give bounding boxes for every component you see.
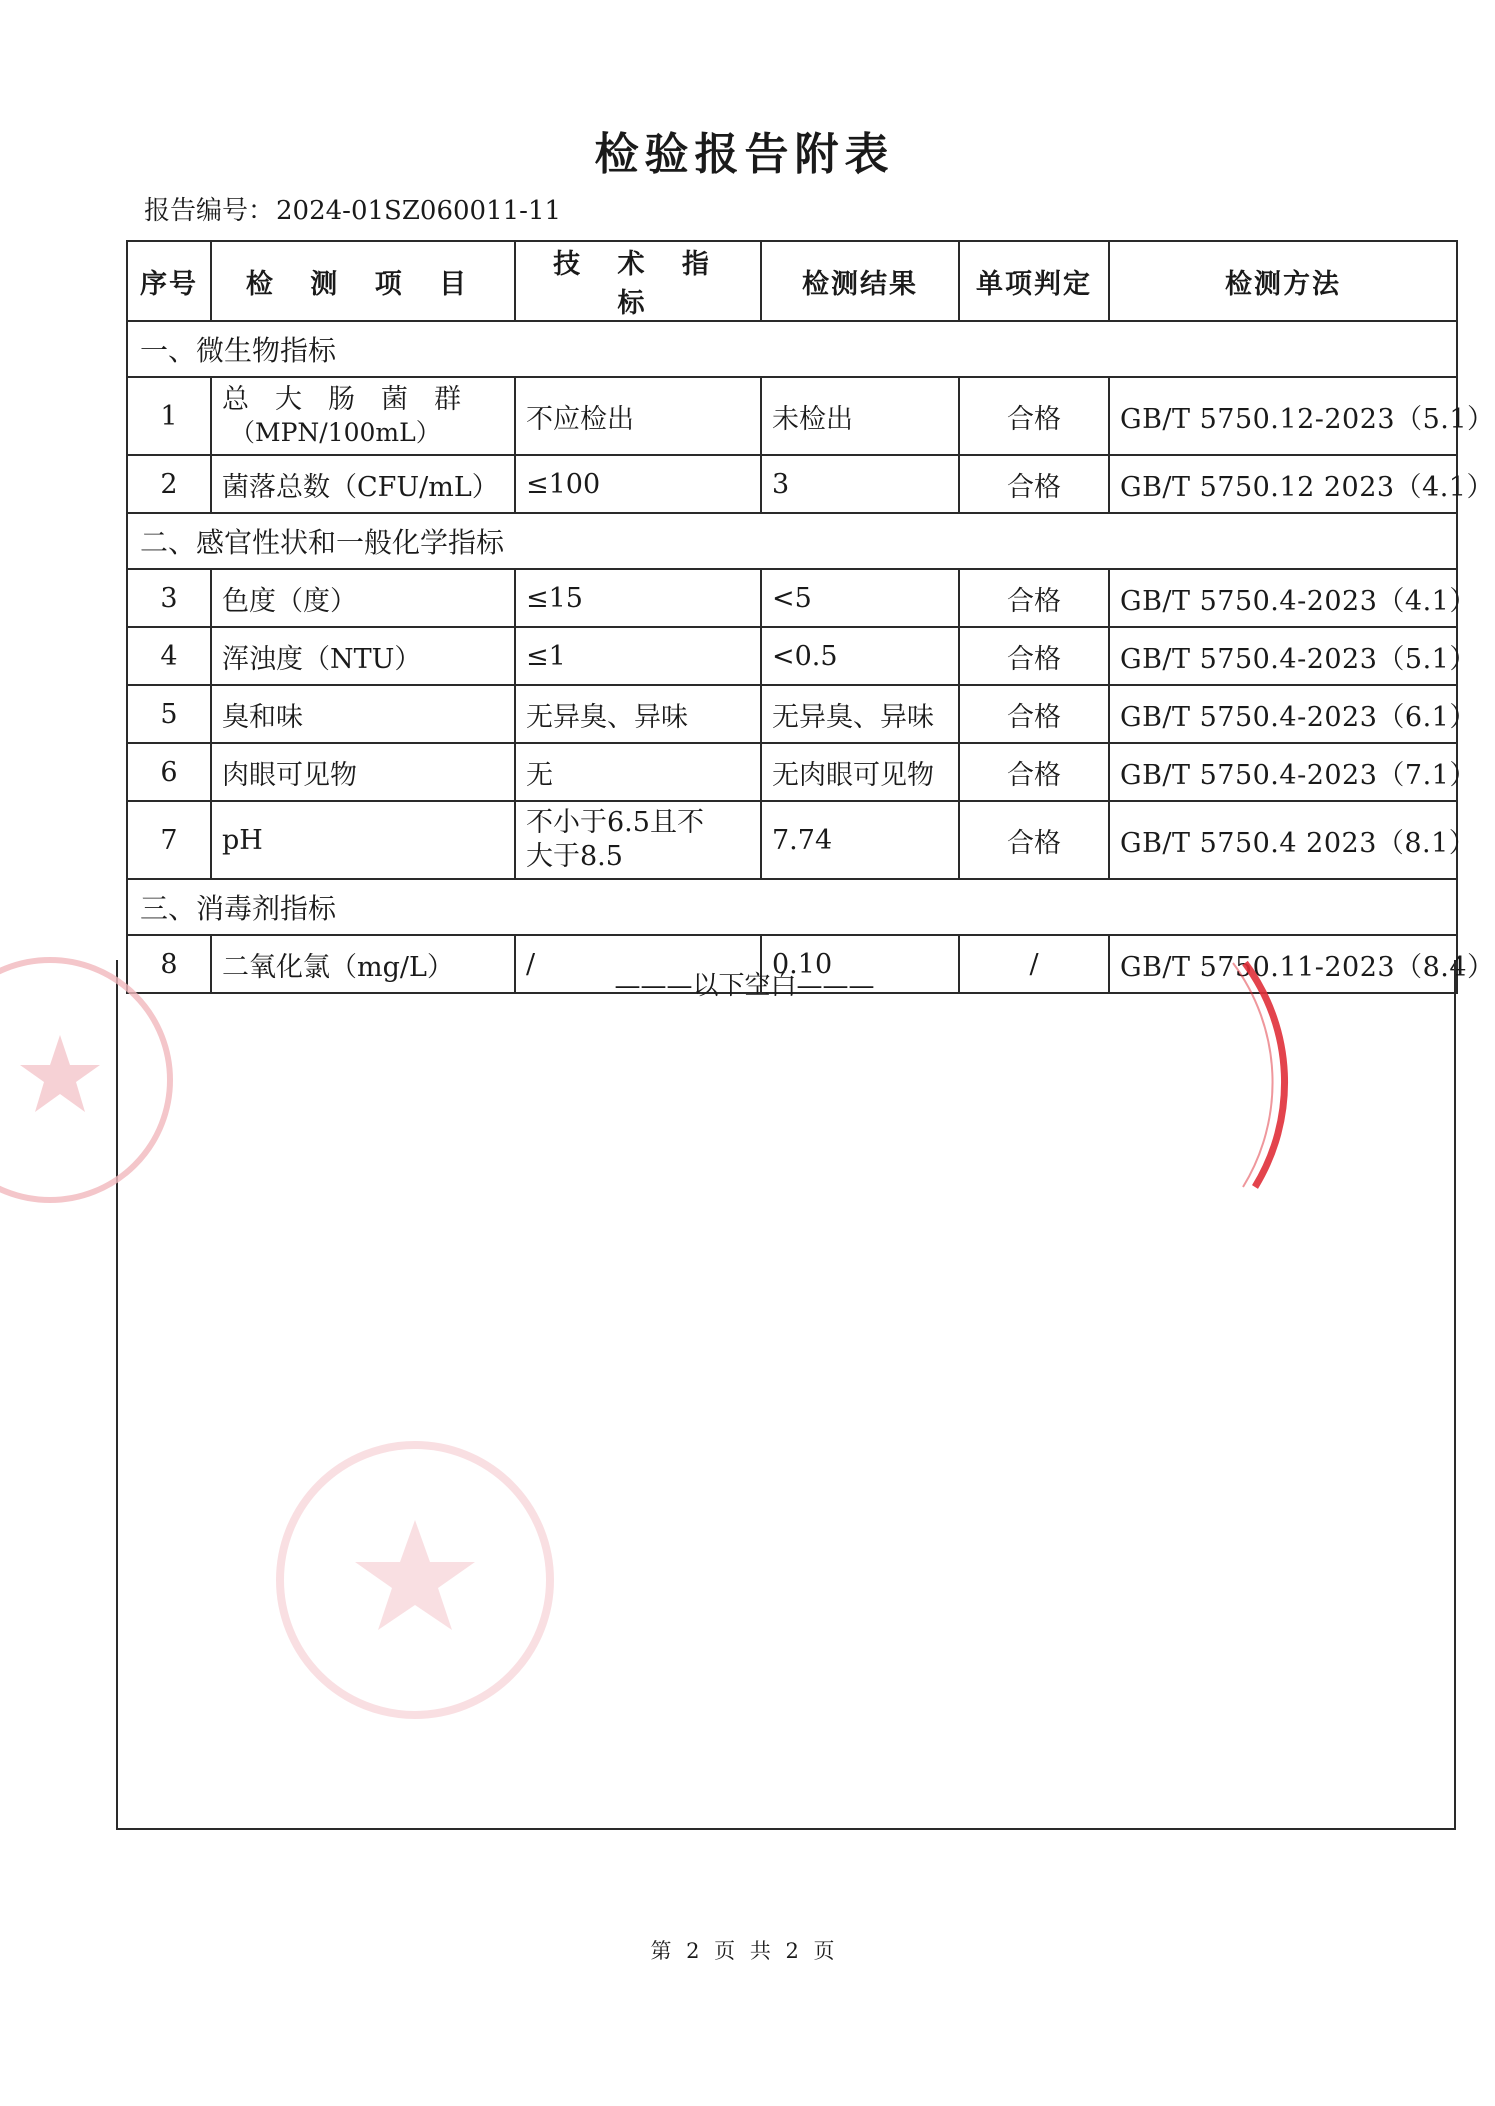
section-title: 三、消毒剂指标 <box>127 879 1457 935</box>
page-footer: 第 2 页 共 2 页 <box>650 1939 839 1963</box>
end-of-content-mark: ———以下空白——— <box>614 971 875 1001</box>
cell-item: 菌落总数（CFU/mL） <box>211 455 515 513</box>
cell-no: 6 <box>127 743 211 801</box>
cell-spec-line2: 大于8.5 <box>526 841 623 872</box>
table-row <box>127 627 1457 685</box>
cell-no: 5 <box>127 685 211 743</box>
cell-method: GB/T 5750.12 2023（4.1） <box>1109 455 1457 513</box>
cell-spec: ≤100 <box>515 455 761 513</box>
report-number-label: 报告编号： <box>144 196 275 226</box>
cell-no: 4 <box>127 627 211 685</box>
inspection-table <box>126 240 1495 994</box>
blank-area-frame <box>116 960 1456 1830</box>
report-number-value: 2024-01SZ060011-11 <box>276 196 562 226</box>
header-item: 检 测 项 目 <box>211 241 515 321</box>
cell-spec: / <box>515 935 761 993</box>
cell-judge: 合格 <box>959 801 1109 879</box>
header-method: 检测方法 <box>1109 241 1457 321</box>
cell-method: GB/T 5750.4-2023（7.1） <box>1109 743 1457 801</box>
cell-method: GB/T 5750.4-2023（6.1） <box>1109 685 1457 743</box>
cell-judge: 合格 <box>959 569 1109 627</box>
report-number <box>142 190 561 227</box>
table-row <box>127 685 1457 743</box>
cell-judge: 合格 <box>959 685 1109 743</box>
cell-item: 色度（度） <box>211 569 515 627</box>
table-row <box>127 801 1457 879</box>
cell-no: 8 <box>127 935 211 993</box>
cell-spec: ≤15 <box>515 569 761 627</box>
cell-method: GB/T 5750.4-2023（4.1） <box>1109 569 1457 627</box>
cell-result: 未检出 <box>761 377 959 455</box>
table-header-row <box>127 241 1457 321</box>
cell-spec-line1: 不小于6.5且不 <box>526 807 704 838</box>
cell-spec: ≤1 <box>515 627 761 685</box>
cell-item-line2: （MPN/100mL） <box>230 418 441 447</box>
cell-no: 2 <box>127 455 211 513</box>
cell-result: <0.5 <box>761 627 959 685</box>
cell-judge: 合格 <box>959 627 1109 685</box>
section-row <box>127 879 1457 935</box>
cell-item: 浑浊度（NTU） <box>211 627 515 685</box>
header-spec: 技 术 指 标 <box>515 241 761 321</box>
table-row <box>127 377 1457 455</box>
section-title: 二、感官性状和一般化学指标 <box>127 513 1457 569</box>
table-row <box>127 743 1457 801</box>
cell-result: 无异臭、异味 <box>761 685 959 743</box>
page-title: 检验报告附表 <box>594 129 895 180</box>
cell-method: GB/T 5750.4 2023（8.1） <box>1109 801 1457 879</box>
cell-judge: / <box>959 935 1109 993</box>
cell-method: GB/T 5750.11-2023（8.4） <box>1109 935 1457 993</box>
cell-result: 7.74 <box>761 801 959 879</box>
cell-result: 无肉眼可见物 <box>761 743 959 801</box>
cell-method: GB/T 5750.4-2023（5.1） <box>1109 627 1457 685</box>
header-judge: 单项判定 <box>959 241 1109 321</box>
cell-spec: 不应检出 <box>515 377 761 455</box>
cell-spec: 无 <box>515 743 761 801</box>
table-row <box>127 569 1457 627</box>
cell-judge: 合格 <box>959 455 1109 513</box>
cell-item: 肉眼可见物 <box>211 743 515 801</box>
cell-item: 臭和味 <box>211 685 515 743</box>
cell-judge: 合格 <box>959 377 1109 455</box>
cell-item-line1: 总大肠菌群 <box>222 384 487 415</box>
cell-no: 1 <box>127 377 211 455</box>
cell-result: <5 <box>761 569 959 627</box>
cell-method: GB/T 5750.12-2023（5.1） <box>1109 377 1457 455</box>
cell-judge: 合格 <box>959 743 1109 801</box>
cell-no: 3 <box>127 569 211 627</box>
cell-spec: 无异臭、异味 <box>515 685 761 743</box>
cell-spec <box>515 801 761 879</box>
section-row <box>127 513 1457 569</box>
header-result: 检测结果 <box>761 241 959 321</box>
section-row <box>127 321 1457 377</box>
cell-item <box>211 377 515 455</box>
section-title: 一、微生物指标 <box>127 321 1457 377</box>
cell-item: pH <box>211 801 515 879</box>
table-row <box>127 455 1457 513</box>
header-no: 序号 <box>127 241 211 321</box>
cell-no: 7 <box>127 801 211 879</box>
cell-result: 0.10 <box>761 935 959 993</box>
cell-item: 二氧化氯（mg/L） <box>211 935 515 993</box>
cell-result: 3 <box>761 455 959 513</box>
